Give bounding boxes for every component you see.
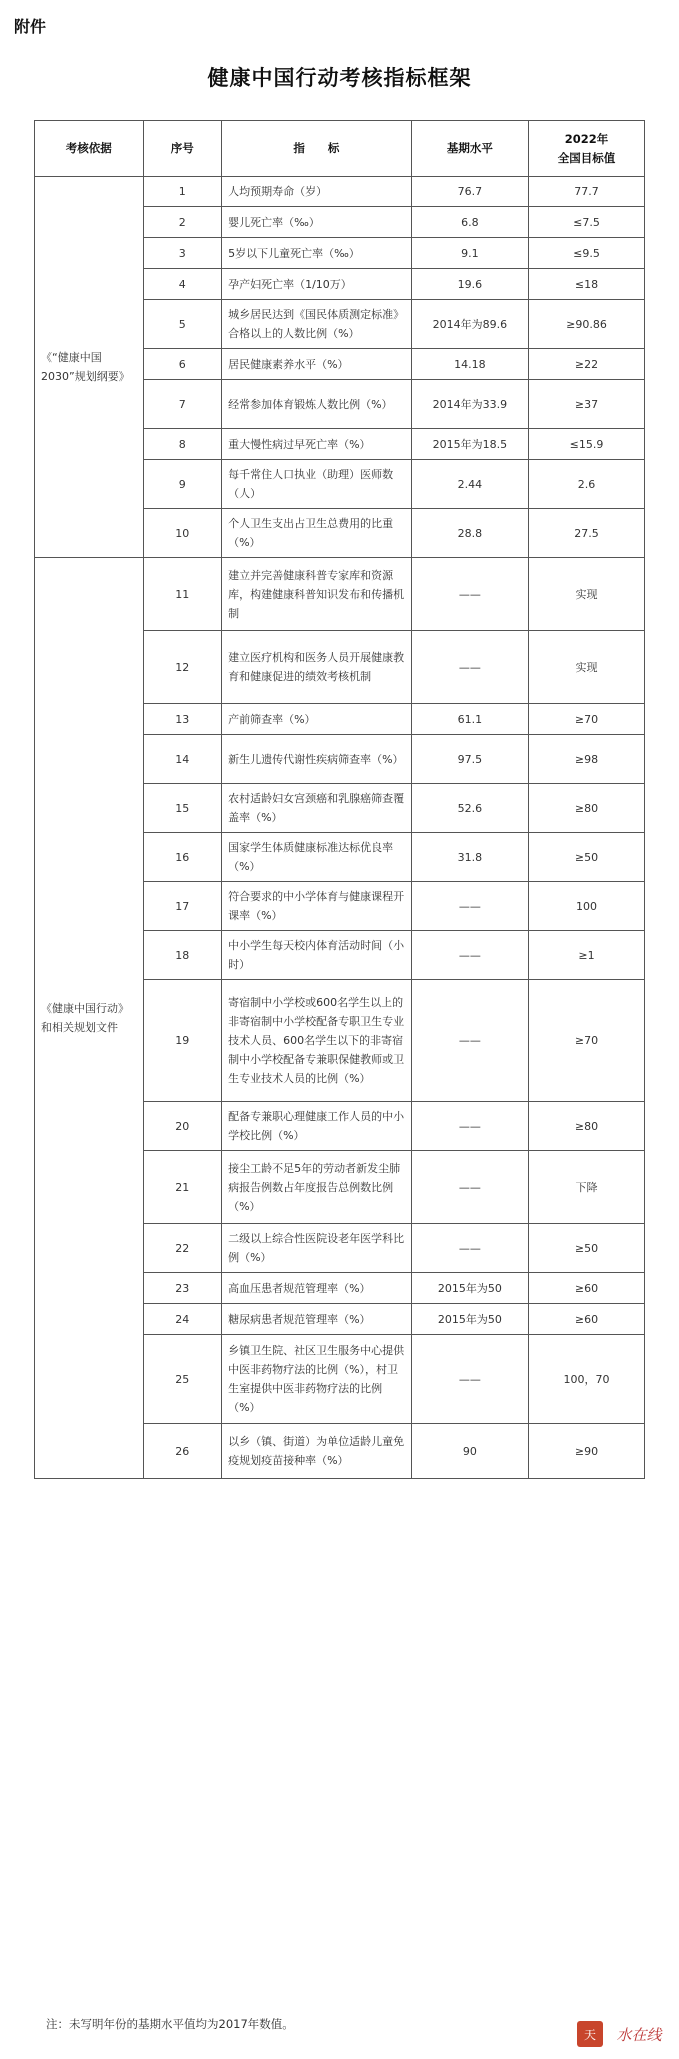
indicator-cell: 5岁以下儿童死亡率（‰） [222,238,412,269]
indicator-cell: 经常参加体育锻炼人数比例（%） [222,380,412,429]
base-level-cell: —— [411,558,528,631]
base-level-cell: 14.18 [411,349,528,380]
indicator-cell: 农村适龄妇女宫颈癌和乳腺癌筛查覆盖率（%） [222,784,412,833]
footnote: 注：未写明年份的基期水平值均为2017年数值。 [46,2017,294,2031]
target-value-cell: ≤18 [528,269,644,300]
indicator-cell: 建立并完善健康科普专家库和资源库，构建健康科普知识发布和传播机制 [222,558,412,631]
indicator-cell: 接尘工龄不足5年的劳动者新发尘肺病报告例数占年度报告总例数比例（%） [222,1151,412,1224]
row-number: 24 [143,1304,222,1335]
base-level-cell: 61.1 [411,704,528,735]
target-value-cell: ≥37 [528,380,644,429]
base-level-cell: 2015年为50 [411,1304,528,1335]
row-number: 7 [143,380,222,429]
base-level-cell: —— [411,882,528,931]
base-level-cell: —— [411,1102,528,1151]
table-header-row [35,121,645,177]
indicator-table [34,120,645,1479]
target-value-cell: 实现 [528,558,644,631]
row-number: 10 [143,509,222,558]
target-value-cell: ≥22 [528,349,644,380]
indicator-cell: 乡镇卫生院、社区卫生服务中心提供中医非药物疗法的比例（%），村卫生室提供中医非药物疗法的比例（%） [222,1335,412,1424]
indicator-cell: 城乡居民达到《国民体质测定标准》合格以上的人数比例（%） [222,300,412,349]
row-number: 9 [143,460,222,509]
watermark-logo [575,2018,675,2052]
target-value-cell: ≥70 [528,980,644,1102]
base-level-cell: 31.8 [411,833,528,882]
indicator-cell: 符合要求的中小学体育与健康课程开课率（%） [222,882,412,931]
header-indicator: 指 标 [222,121,412,177]
indicator-cell: 产前筛查率（%） [222,704,412,735]
base-level-cell: —— [411,931,528,980]
base-level-cell: 97.5 [411,735,528,784]
header-no: 序号 [143,121,222,177]
target-value-cell: ≥60 [528,1273,644,1304]
target-value-cell: ≤7.5 [528,207,644,238]
indicator-cell: 居民健康素养水平（%） [222,349,412,380]
row-number: 15 [143,784,222,833]
row-number: 22 [143,1224,222,1273]
target-value-cell: 100 [528,882,644,931]
row-number: 13 [143,704,222,735]
target-value-cell: ≥1 [528,931,644,980]
table-row [35,558,645,631]
target-value-cell: ≥70 [528,704,644,735]
indicator-cell: 国家学生体质健康标准达标优良率（%） [222,833,412,882]
base-level-cell: —— [411,980,528,1102]
header-basis: 考核依据 [35,121,144,177]
target-value-cell: 实现 [528,631,644,704]
basis-cell: 《“健康中国2030”规划纲要》 [35,177,144,558]
header-target [528,121,644,177]
indicator-cell: 高血压患者规范管理率（%） [222,1273,412,1304]
indicator-cell: 二级以上综合性医院设老年医学科比例（%） [222,1224,412,1273]
base-level-cell: —— [411,1224,528,1273]
row-number: 12 [143,631,222,704]
attachment-label: 附件 [14,17,47,36]
row-number: 14 [143,735,222,784]
target-value-cell: 77.7 [528,177,644,207]
target-value-cell: ≥98 [528,735,644,784]
indicator-cell: 个人卫生支出占卫生总费用的比重（%） [222,509,412,558]
base-level-cell: 9.1 [411,238,528,269]
header-target-year: 2022年 [564,131,609,146]
row-number: 26 [143,1424,222,1479]
row-number: 16 [143,833,222,882]
target-value-cell: ≥50 [528,833,644,882]
page-title: 健康中国行动考核指标框架 [207,66,472,90]
base-level-cell: 2.44 [411,460,528,509]
row-number: 2 [143,207,222,238]
target-value-cell: ≥90.86 [528,300,644,349]
target-value-cell: ≥60 [528,1304,644,1335]
indicator-cell: 孕产妇死亡率（1/10万） [222,269,412,300]
target-value-cell: 下降 [528,1151,644,1224]
indicator-cell: 重大慢性病过早死亡率（%） [222,429,412,460]
row-number: 5 [143,300,222,349]
indicator-cell: 糖尿病患者规范管理率（%） [222,1304,412,1335]
indicator-cell: 以乡（镇、街道）为单位适龄儿童免疫规划疫苗接种率（%） [222,1424,412,1479]
target-value-cell: 100，70 [528,1335,644,1424]
base-level-cell: —— [411,1151,528,1224]
base-level-cell: 2015年为50 [411,1273,528,1304]
base-level-cell: 28.8 [411,509,528,558]
indicator-cell: 建立医疗机构和医务人员开展健康教育和健康促进的绩效考核机制 [222,631,412,704]
base-level-cell: 52.6 [411,784,528,833]
row-number: 23 [143,1273,222,1304]
indicator-cell: 新生儿遗传代谢性疾病筛查率（%） [222,735,412,784]
row-number: 4 [143,269,222,300]
header-target-label: 全国目标值 [557,150,616,165]
svg-text:天: 天 [583,2028,597,2042]
base-level-cell: —— [411,1335,528,1424]
basis-cell: 《健康中国行动》和相关规划文件 [35,558,144,1479]
target-value-cell: 2.6 [528,460,644,509]
row-number: 25 [143,1335,222,1424]
target-value-cell: 27.5 [528,509,644,558]
target-value-cell: ≥90 [528,1424,644,1479]
target-value-cell: ≥80 [528,1102,644,1151]
base-level-cell: 90 [411,1424,528,1479]
table-body [35,177,645,1479]
row-number: 11 [143,558,222,631]
indicator-cell: 人均预期寿命（岁） [222,177,412,207]
row-number: 21 [143,1151,222,1224]
row-number: 3 [143,238,222,269]
row-number: 1 [143,177,222,207]
header-base: 基期水平 [411,121,528,177]
row-number: 18 [143,931,222,980]
base-level-cell: 19.6 [411,269,528,300]
row-number: 6 [143,349,222,380]
target-value-cell: ≤15.9 [528,429,644,460]
base-level-cell: —— [411,631,528,704]
base-level-cell: 2015年为18.5 [411,429,528,460]
indicator-cell: 寄宿制中小学校或600名学生以上的非寄宿制中小学校配备专职卫生专业技术人员、600名学生以下的非寄宿制中小学校配备专兼职保健教师或卫生专业技术人员的比例（%） [222,980,412,1102]
target-value-cell: ≥50 [528,1224,644,1273]
row-number: 8 [143,429,222,460]
row-number: 20 [143,1102,222,1151]
target-value-cell: ≤9.5 [528,238,644,269]
base-level-cell: 2014年为89.6 [411,300,528,349]
indicator-cell: 婴儿死亡率（‰） [222,207,412,238]
row-number: 17 [143,882,222,931]
indicator-cell: 中小学生每天校内体育活动时间（小时） [222,931,412,980]
base-level-cell: 6.8 [411,207,528,238]
indicator-cell: 每千常住人口执业（助理）医师数（人） [222,460,412,509]
table-row [35,177,645,207]
row-number: 19 [143,980,222,1102]
target-value-cell: ≥80 [528,784,644,833]
svg-text:水在线: 水在线 [616,2026,662,2044]
base-level-cell: 76.7 [411,177,528,207]
indicator-cell: 配备专兼职心理健康工作人员的中小学校比例（%） [222,1102,412,1151]
base-level-cell: 2014年为33.9 [411,380,528,429]
